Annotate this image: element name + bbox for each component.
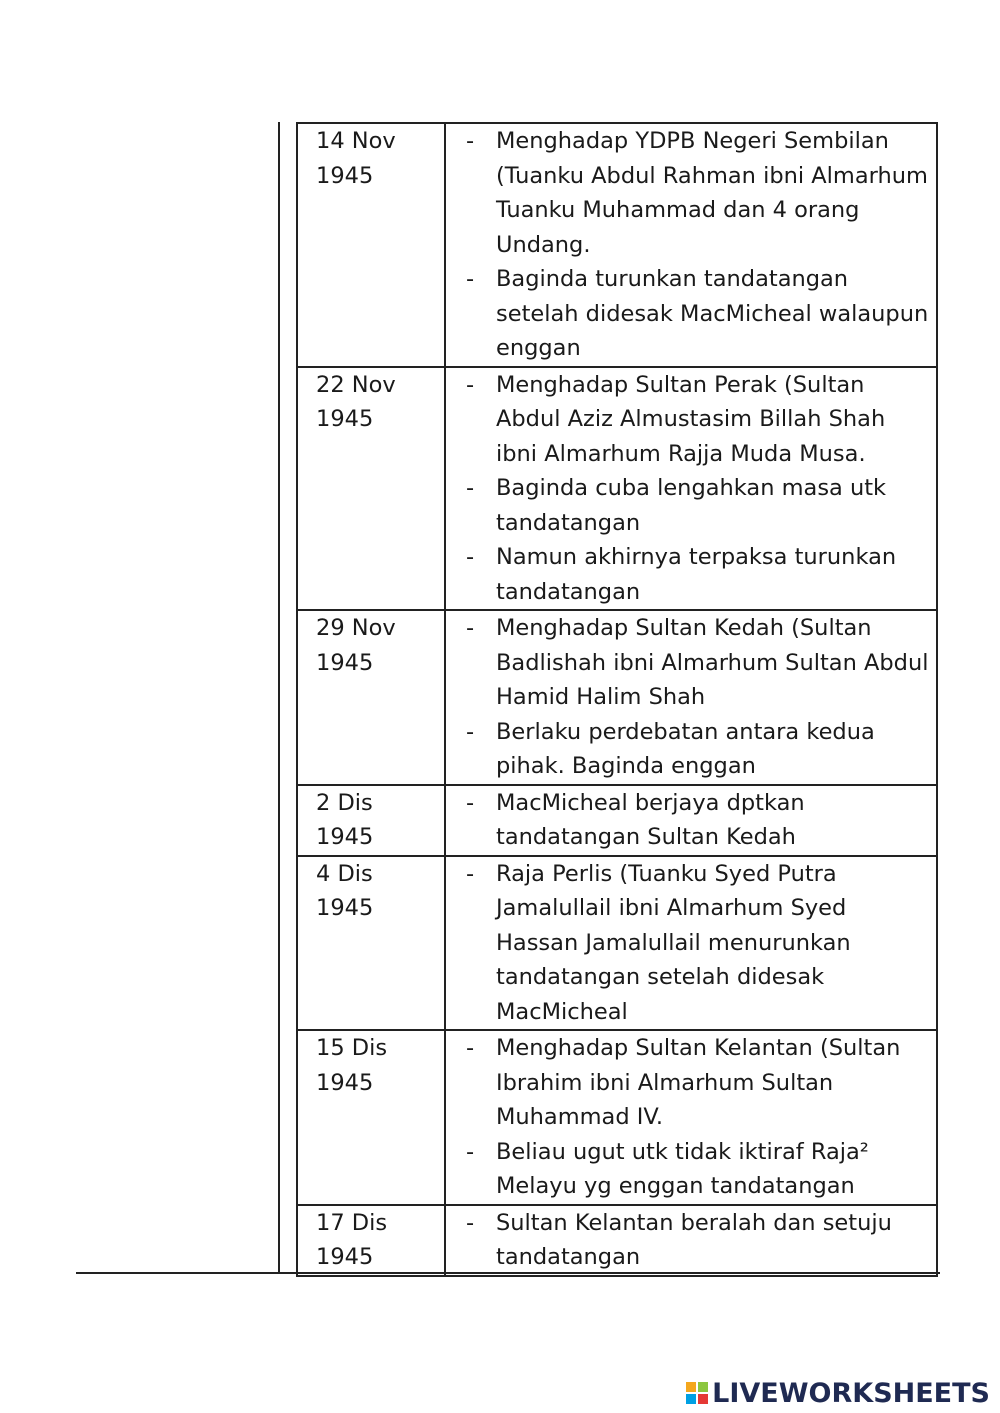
date-line: 29 Nov: [316, 615, 396, 641]
date-cell: [297, 1205, 445, 1276]
date-line: 17 Dis: [316, 1209, 388, 1236]
bullet-text: Menghadap Sultan Perak (Sultan Abdul Aziz Almustasim Billah Shah ibni Almarhum Rajja Muda Musa.: [496, 371, 886, 467]
date-line: 1945: [316, 1244, 374, 1270]
date-cell: [297, 610, 445, 785]
bullet-dash: -: [466, 475, 475, 501]
timeline-row: [297, 785, 937, 856]
bullet-text: Berlaku perdebatan antara kedua pihak. Baginda enggan: [496, 718, 875, 779]
description-cell: [445, 856, 937, 1031]
bullet-item: [464, 540, 930, 609]
bullet-text: Baginda turunkan tandatangan setelah didesak MacMicheal walaupun enggan: [496, 266, 929, 361]
date-line: 4 Dis: [316, 860, 373, 887]
bullet-dash: -: [466, 128, 475, 154]
description-cell: [445, 367, 937, 611]
bullet-text: Menghadap Sultan Kelantan (Sultan Ibrahim ibni Almarhum Sultan Muhammad IV.: [496, 1035, 901, 1130]
timeline-table: [296, 122, 938, 1277]
bullet-text: Sultan Kelantan beralah dan setuju tandatangan: [496, 1209, 892, 1270]
logo-square: [698, 1394, 708, 1404]
logo-square: [686, 1394, 696, 1404]
bullet-dash: -: [466, 1209, 475, 1236]
timeline-row: [297, 856, 937, 1031]
bullet-item: [464, 1135, 930, 1204]
bullet-text: Namun akhirnya terpaksa turunkan tandatangan: [496, 544, 897, 605]
margin-vertical-line: [278, 122, 280, 1274]
timeline-row: [297, 610, 937, 785]
date-line: 2 Dis: [316, 789, 373, 816]
bullet-item: [464, 1031, 930, 1135]
date-line: 1945: [316, 1069, 374, 1096]
date-cell: [297, 856, 445, 1031]
bullet-text: MacMicheal berjaya dptkan tandatangan Sultan Kedah: [496, 789, 805, 850]
date-cell: [297, 367, 445, 611]
timeline-row: [297, 367, 937, 611]
brand-name: LIVEWORKSHEETS: [712, 1377, 990, 1409]
description-cell: [445, 610, 937, 785]
bullet-text: Menghadap Sultan Kedah (Sultan Badlishah ibni Almarhum Sultan Abdul Hamid Halim Shah: [496, 615, 929, 710]
bullet-item: [464, 368, 930, 472]
date-line: 1945: [316, 406, 374, 432]
bullet-dash: -: [466, 789, 475, 816]
bullet-text: Menghadap YDPB Negeri Sembilan (Tuanku Abdul Rahman ibni Almarhum Tuanku Muhammad dan 4 orang Undang.: [496, 128, 928, 258]
bullet-text: Baginda cuba lengahkan masa utk tandatangan: [496, 475, 887, 536]
date-line: 14 Nov: [316, 128, 396, 154]
bullet-dash: -: [466, 371, 475, 398]
date-line: 1945: [316, 824, 374, 850]
description-cell: [445, 1205, 937, 1276]
bullet-dash: -: [466, 1035, 475, 1061]
bullet-item: [464, 1206, 930, 1275]
date-line: 1945: [316, 162, 374, 189]
description-cell: [445, 1030, 937, 1205]
date-line: 1945: [316, 895, 374, 921]
liveworksheets-logo: [686, 1378, 990, 1408]
bullet-item: [464, 124, 930, 262]
date-line: 15 Dis: [316, 1035, 388, 1061]
description-cell: [445, 785, 937, 856]
bullet-item: [464, 611, 930, 715]
bullet-dash: -: [466, 266, 475, 292]
bullet-dash: -: [466, 615, 475, 641]
bullet-text: Raja Perlis (Tuanku Syed Putra Jamalullail ibni Almarhum Syed Hassan Jamalullail menurunkan tandatangan setelah didesak MacMicheal: [496, 860, 851, 1025]
date-line: 1945: [316, 649, 374, 676]
timeline-row: [297, 1205, 937, 1276]
bullet-dash: -: [466, 860, 475, 887]
timeline-row: [297, 1030, 937, 1205]
date-cell: [297, 123, 445, 367]
date-line: 22 Nov: [316, 371, 396, 398]
bullet-dash: -: [466, 544, 475, 570]
bullet-dash: -: [466, 718, 475, 745]
bullet-text: Beliau ugut utk tidak iktiraf Raja² Melayu yg enggan tandatangan: [496, 1138, 869, 1199]
description-cell: [445, 123, 937, 367]
bullet-item: [464, 262, 930, 366]
bullet-item: [464, 786, 930, 855]
date-cell: [297, 785, 445, 856]
bullet-item: [464, 471, 930, 540]
bullet-item: [464, 715, 930, 784]
bullet-item: [464, 857, 930, 1030]
logo-squares-icon: [686, 1382, 708, 1404]
bullet-dash: -: [466, 1138, 475, 1165]
logo-square: [686, 1382, 696, 1392]
timeline-row: [297, 123, 937, 367]
date-cell: [297, 1030, 445, 1205]
logo-square: [698, 1382, 708, 1392]
